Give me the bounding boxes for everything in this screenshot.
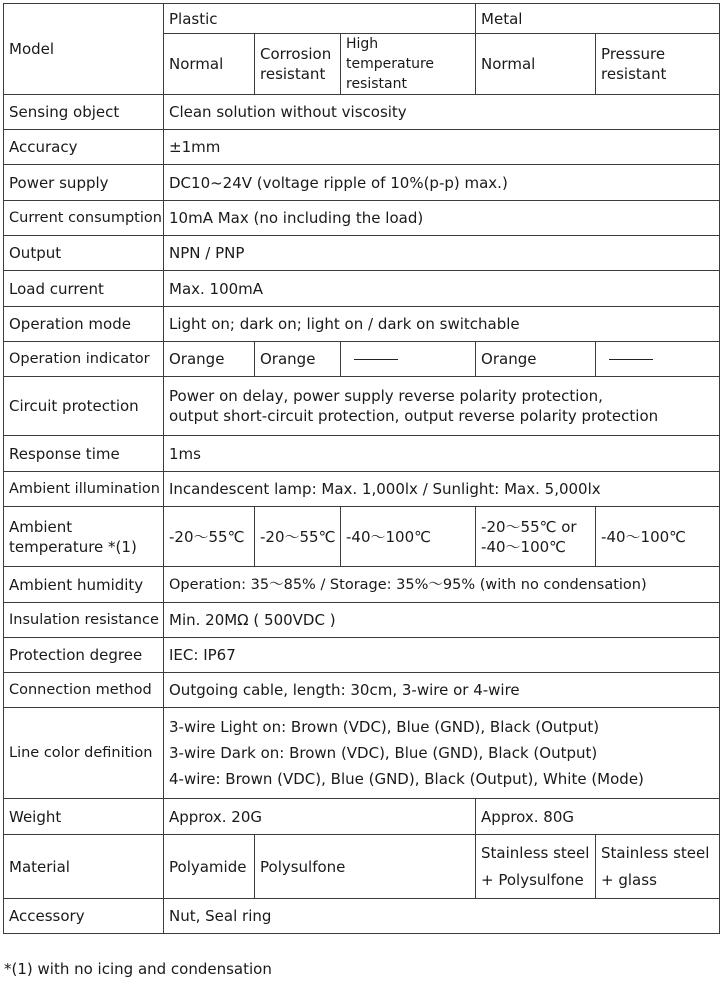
metal-header: Metal (476, 4, 720, 34)
row-circuit-protection (4, 377, 720, 436)
row-response-time (4, 436, 720, 472)
row-line-color-definition (4, 708, 720, 799)
line-color-line-3: 4-wire: Brown (VDC), Blue (GND), Black (Output), White (Mode) (169, 770, 644, 788)
material-plastic-other: Polysulfone (255, 835, 476, 899)
temp-plastic-normal: -20～55℃ (164, 507, 255, 567)
row-operation-indicator (4, 342, 720, 377)
temp-hightemp: -40～100℃ (341, 507, 476, 567)
indicator-pressure-dash (596, 342, 720, 377)
row-sensing-object (4, 95, 720, 130)
row-operation-mode (4, 307, 720, 342)
weight-metal: Approx. 80G (476, 799, 720, 835)
row-label: Line color definition (4, 708, 164, 799)
temp-metal-normal-line-2: -40～100℃ (481, 537, 567, 556)
row-value: Outgoing cable, length: 30cm, 3-wire or 4-wire (164, 673, 720, 708)
temp-metal-normal-line-1: -20～55℃ or (481, 517, 577, 536)
row-label: Connection method (4, 673, 164, 708)
row-label: Accessory (4, 899, 164, 934)
temp-metal-normal (476, 507, 596, 567)
material-pressure-line-1: Stainless steel (601, 843, 710, 862)
not-applicable-dash (609, 359, 653, 360)
temp-corrosion: -20～55℃ (255, 507, 341, 567)
not-applicable-dash (354, 359, 398, 360)
row-label: Operation mode (4, 307, 164, 342)
row-value (164, 377, 720, 436)
plastic-header: Plastic (164, 4, 476, 34)
row-material (4, 835, 720, 899)
row-label (4, 507, 164, 567)
weight-plastic: Approx. 20G (164, 799, 476, 835)
row-value: NPN / PNP (164, 236, 720, 271)
material-pressure (596, 835, 720, 899)
material-plastic-normal: Polyamide (164, 835, 255, 899)
row-value: DC10~24V (voltage ripple of 10%(p-p) max.) (164, 165, 720, 201)
row-output (4, 236, 720, 271)
row-label: Load current (4, 271, 164, 307)
row-label: Operation indicator (4, 342, 164, 377)
row-value: IEC: IP67 (164, 638, 720, 673)
row-value: Nut, Seal ring (164, 899, 720, 934)
row-value: Light on; dark on; light on / dark on switchable (164, 307, 720, 342)
line-color-line-2: 3-wire Dark on: Brown (VDC), Blue (GND), Black (Output) (169, 744, 598, 762)
high-temperature-header: High temperature resistant (341, 34, 476, 95)
row-label: Current consumption (4, 201, 164, 236)
row-value: Max. 100mA (164, 271, 720, 307)
row-value: 10mA Max (no including the load) (164, 201, 720, 236)
row-value: Min. 20MΩ ( 500VDC ) (164, 603, 720, 638)
indicator-plastic-normal: Orange (164, 342, 255, 377)
row-current-consumption (4, 201, 720, 236)
ambient-temperature-label-2: temperature *(1) (9, 537, 137, 556)
row-label: Sensing object (4, 95, 164, 130)
model-label: Model (4, 4, 164, 95)
row-label: Response time (4, 436, 164, 472)
row-power-supply (4, 165, 720, 201)
row-label: Accuracy (4, 130, 164, 165)
row-protection-degree (4, 638, 720, 673)
row-label: Ambient humidity (4, 567, 164, 603)
row-insulation-resistance (4, 603, 720, 638)
row-ambient-illumination (4, 472, 720, 507)
footnote: *(1) with no icing and condensation (4, 960, 272, 978)
ambient-temperature-label-1: Ambient (9, 517, 73, 536)
metal-normal-header: Normal (476, 34, 596, 95)
row-value: Operation: 35～85% / Storage: 35%～95% (with no condensation) (164, 567, 720, 603)
row-ambient-temperature (4, 507, 720, 567)
row-ambient-humidity (4, 567, 720, 603)
indicator-hightemp-dash (341, 342, 476, 377)
row-label: Weight (4, 799, 164, 835)
specification-table (3, 3, 720, 934)
material-metal-normal-line-1: Stainless steel (481, 843, 590, 862)
row-accuracy (4, 130, 720, 165)
line-color-line-1: 3-wire Light on: Brown (VDC), Blue (GND), Black (Output) (169, 718, 600, 736)
plastic-normal-header: Normal (164, 34, 255, 95)
circuit-protection-line-2: output short-circuit protection, output reverse polarity protection (169, 407, 659, 425)
row-accessory (4, 899, 720, 934)
indicator-metal-normal: Orange (476, 342, 596, 377)
temp-pressure: -40～100℃ (596, 507, 720, 567)
indicator-corrosion: Orange (255, 342, 341, 377)
row-weight (4, 799, 720, 835)
header-row-1 (4, 4, 720, 34)
row-value (164, 708, 720, 799)
row-label: Output (4, 236, 164, 271)
row-value: Clean solution without viscosity (164, 95, 720, 130)
row-label: Circuit protection (4, 377, 164, 436)
row-value: ±1mm (164, 130, 720, 165)
row-label: Material (4, 835, 164, 899)
material-metal-normal-line-2: + Polysulfone (481, 870, 584, 889)
row-label: Power supply (4, 165, 164, 201)
material-pressure-line-2: + glass (601, 870, 657, 889)
circuit-protection-line-1: Power on delay, power supply reverse polarity protection, (169, 387, 603, 405)
row-value: 1ms (164, 436, 720, 472)
row-label: Protection degree (4, 638, 164, 673)
row-connection-method (4, 673, 720, 708)
corrosion-resistant-header: Corrosion resistant (255, 34, 341, 95)
pressure-resistant-header: Pressure resistant (596, 34, 720, 95)
row-label: Insulation resistance (4, 603, 164, 638)
material-metal-normal (476, 835, 596, 899)
row-load-current (4, 271, 720, 307)
row-label: Ambient illumination (4, 472, 164, 507)
row-value: Incandescent lamp: Max. 1,000lx / Sunlight: Max. 5,000lx (164, 472, 720, 507)
